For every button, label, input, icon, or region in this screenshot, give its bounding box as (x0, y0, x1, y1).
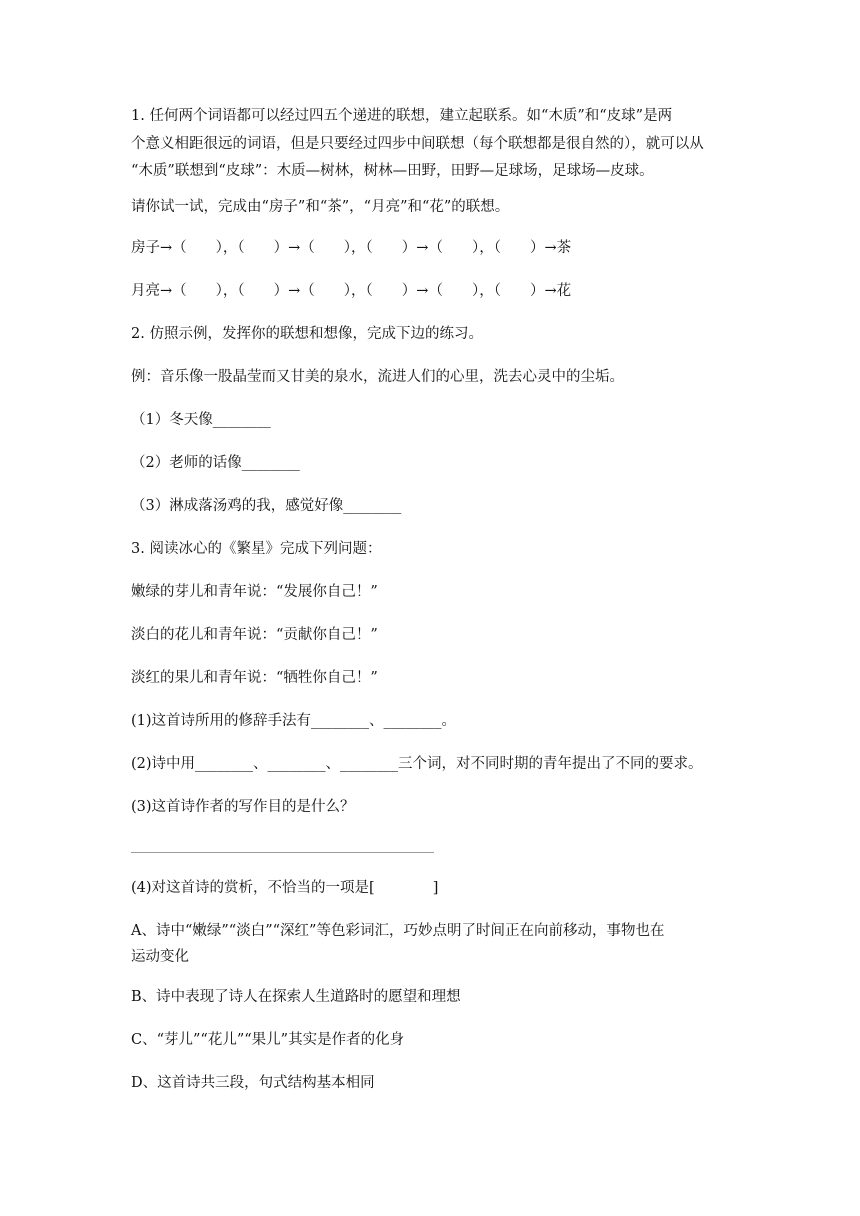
option-a-line-1: A、诗中“嫩绿”“淡白”“深红”等色彩词汇，巧妙点明了时间正在向前移动，事物也在 (131, 923, 665, 939)
option-a-line-2: 运动变化 (131, 949, 189, 965)
q3-poem-line-3: 淡红的果儿和青年说：“牺牲你自己！” (131, 670, 378, 686)
q1-intro-line-3: “木质”联想到“皮球”：木质—树林，树林—田野，田野—足球场，足球场—皮球。 (131, 163, 654, 179)
q2-item-1: （1）冬天像________ (131, 412, 271, 428)
q1-intro-line-2: 个意义相距很远的词语，但是只要经过四步中间联想（每个联想都是很自然的），就可以从 (131, 136, 704, 152)
option-b: B、诗中表现了诗人在探索人生道路时的愿望和理想 (131, 989, 461, 1005)
q3-sub-question-1: (1)这首诗所用的修辞手法有________、________。 (131, 713, 457, 729)
q3-sub-question-4: (4)对这首诗的赏析，不恰当的一项是[ ] (131, 880, 439, 896)
q1-chain-house-tea: 房子→（ ），（ ）→（ ），（ ）→（ ），（ ）→茶 (131, 240, 572, 256)
q2-item-2: （2）老师的话像________ (131, 455, 300, 471)
q3-sub-question-2: (2)诗中用________、________、________三个词，对不同时期的青年提出了不同的要求。 (131, 756, 703, 772)
answer-blank-line (131, 852, 434, 853)
q1-intro-line-1: 1. 任何两个词语都可以经过四五个递进的联想，建立起联系。如“木质”和“皮球”是两 (131, 108, 673, 124)
q1-chain-moon-flower: 月亮→（ ），（ ）→（ ），（ ）→（ ），（ ）→花 (131, 283, 572, 299)
option-d: D、这首诗共三段，句式结构基本相同 (131, 1075, 375, 1091)
option-c: C、“芽儿”“花儿”“果儿”其实是作者的化身 (131, 1032, 405, 1048)
q2-item-3: （3）淋成落汤鸡的我，感觉好像________ (131, 498, 402, 514)
q2-title: 2. 仿照示例，发挥你的联想和想像，完成下边的练习。 (131, 326, 483, 342)
q3-sub-question-3: (3)这首诗作者的写作目的是什么？ (131, 799, 355, 815)
q3-poem-line-1: 嫩绿的芽儿和青年说：“发展你自己！” (131, 584, 378, 600)
q1-instruction: 请你试一试，完成由“房子”和“茶”，“月亮”和“花”的联想。 (131, 199, 510, 215)
q3-poem-line-2: 淡白的花儿和青年说：“贡献你自己！” (131, 627, 378, 643)
q2-example: 例：音乐像一股晶莹而又甘美的泉水，流进人们的心里，洗去心灵中的尘垢。 (131, 369, 624, 385)
q3-title: 3. 阅读冰心的《繁星》完成下列问题： (131, 541, 382, 557)
